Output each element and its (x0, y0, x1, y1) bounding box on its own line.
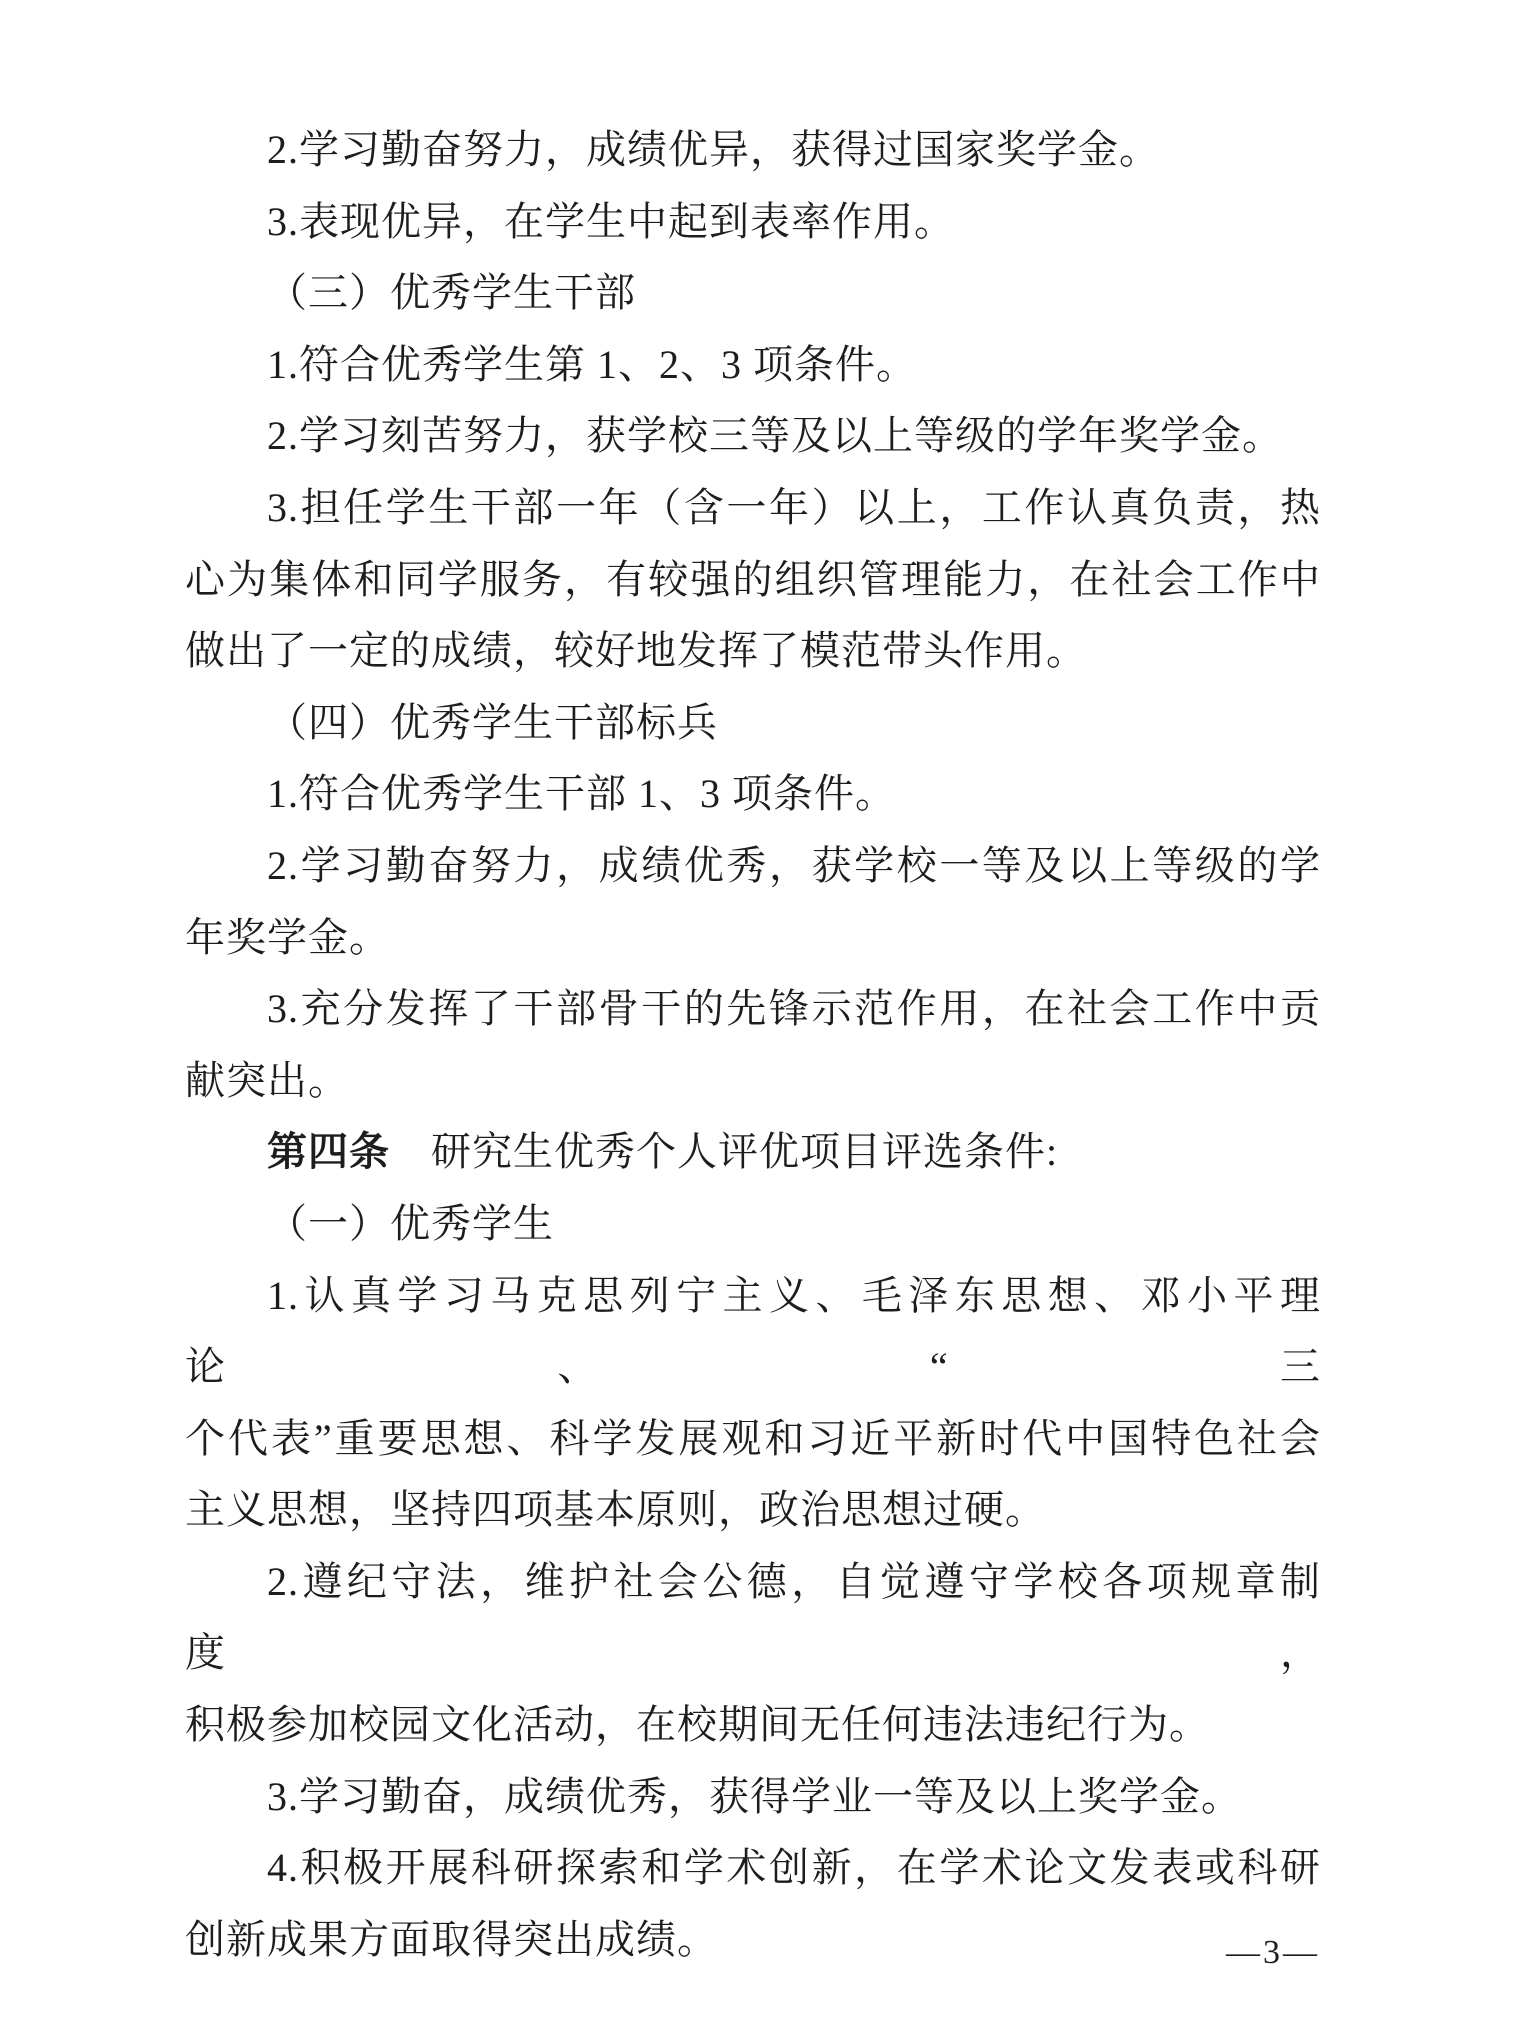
text-line: 1.符合优秀学生干部 1、3 项条件。 (267, 771, 896, 817)
text-line: 创新成果方面取得突出成绩。 (185, 1916, 718, 1962)
text-line: 4.积极开展科研探索和学术创新，在学术论文发表或科研 (267, 1845, 1321, 1891)
document-body (185, 114, 1321, 1975)
text-line: 做出了一定的成绩，较好地发挥了模范带头作用。 (185, 628, 1087, 674)
text-line: 主义思想，坚持四项基本原则，政治思想过硬。 (185, 1487, 1046, 1533)
text-line: 3.学习勤奋，成绩优秀，获得学业一等及以上奖学金。 (267, 1773, 1242, 1819)
text-line: （三）优秀学生干部 (267, 270, 636, 316)
text-line: 积极参加校园文化活动，在校期间无任何违法违纪行为。 (185, 1702, 1210, 1748)
text-line: 献突出。 (185, 1057, 349, 1103)
text-line: 个代表”重要思想、科学发展观和习近平新时代中国特色社会 (185, 1415, 1321, 1461)
text-line: 年奖学金。 (185, 914, 390, 960)
text-line: 第四条 研究生优秀个人评优项目评选条件: (267, 1129, 1059, 1175)
text-line: 2.学习勤奋努力，成绩优异，获得过国家奖学金。 (267, 127, 1160, 172)
text-line: 3.充分发挥了干部骨干的先锋示范作用，在社会工作中贡 (267, 986, 1321, 1032)
text-line: （四）优秀学生干部标兵 (267, 699, 718, 745)
text-line: 2.遵纪守法，维护社会公德，自觉遵守学校各项规章制度， (185, 1558, 1321, 1676)
text-line: 3.表现优异，在学生中起到表率作用。 (267, 198, 955, 244)
page-number: —3— (1226, 1934, 1320, 1971)
article-heading: 第四条 (267, 1129, 390, 1175)
text-line: （一）优秀学生 (267, 1200, 554, 1246)
text-line: 3.担任学生干部一年（含一年）以上，工作认真负责，热 (267, 484, 1321, 530)
text-line: 1.认真学习马克思列宁主义、毛泽东思想、邓小平理论、“三 (185, 1272, 1321, 1390)
text-line: 1.符合优秀学生第 1、2、3 项条件。 (267, 341, 917, 387)
text-line: 2.学习刻苦努力，获学校三等及以上等级的学年奖学金。 (267, 413, 1283, 459)
text-line: 心为集体和同学服务，有较强的组织管理能力，在社会工作中 (185, 556, 1321, 602)
text-line: 2.学习勤奋努力，成绩优秀，获学校一等及以上等级的学 (267, 842, 1321, 888)
